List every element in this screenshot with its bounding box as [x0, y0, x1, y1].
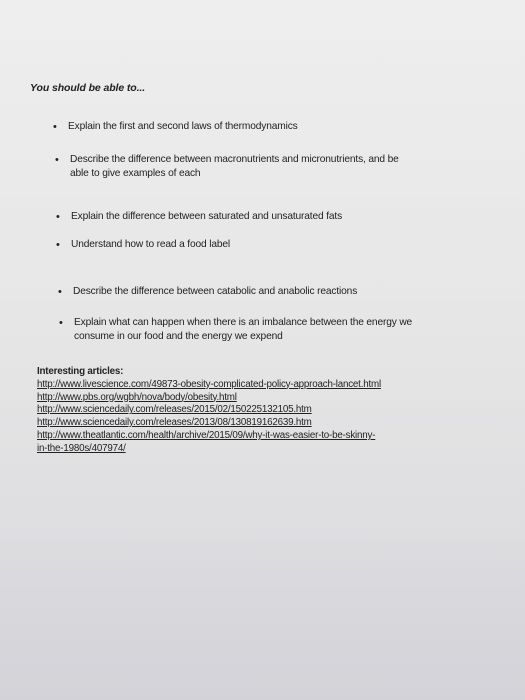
- objective-text: Describe the difference between catabolic and anabolic reactions: [73, 286, 358, 297]
- article-link[interactable]: http://www.theatlantic.com/health/archive/2015/09/why-it-was-easier-to-be-skinny-: [37, 429, 376, 441]
- article-link[interactable]: http://www.livescience.com/49873-obesity-complicated-policy-approach-lancet.html: [37, 378, 381, 390]
- page-shadow: [0, 520, 525, 700]
- article-link[interactable]: http://www.sciencedaily.com/releases/2015/02/150225132105.htm: [37, 404, 312, 416]
- article-link-continued[interactable]: in-the-1980s/407974/: [37, 442, 126, 454]
- objective-text-continued: consume in our food and the energy we expend: [74, 331, 283, 342]
- objective-item: [55, 153, 399, 181]
- objective-text: Explain the first and second laws of thermodynamics: [68, 121, 298, 132]
- bullet-icon: •: [53, 121, 57, 133]
- bullet-icon: •: [56, 239, 60, 251]
- objective-item: [56, 238, 230, 252]
- objective-item: [58, 285, 358, 299]
- objective-text: Describe the difference between macronutrients and micronutrients, and be: [70, 154, 399, 165]
- objective-item: [56, 210, 343, 224]
- page-heading: You should be able to...: [30, 82, 146, 94]
- objective-item: [53, 120, 298, 134]
- objective-text: Explain the difference between saturated and unsaturated fats: [71, 211, 343, 222]
- bullet-icon: •: [56, 211, 60, 223]
- objective-text: Explain what can happen when there is an imbalance between the energy we: [74, 317, 413, 328]
- articles-title: Interesting articles:: [37, 366, 124, 377]
- articles-section: [37, 366, 381, 456]
- objective-text-continued: able to give examples of each: [70, 168, 201, 179]
- objective-item: [59, 316, 413, 344]
- bullet-icon: •: [59, 317, 63, 329]
- bullet-icon: •: [55, 154, 59, 166]
- article-link[interactable]: http://www.pbs.org/wgbh/nova/body/obesity.html: [37, 391, 237, 403]
- article-link[interactable]: http://www.sciencedaily.com/releases/2013/08/130819162639.htm: [37, 417, 312, 429]
- bullet-icon: •: [58, 286, 62, 298]
- objective-text: Understand how to read a food label: [71, 239, 230, 250]
